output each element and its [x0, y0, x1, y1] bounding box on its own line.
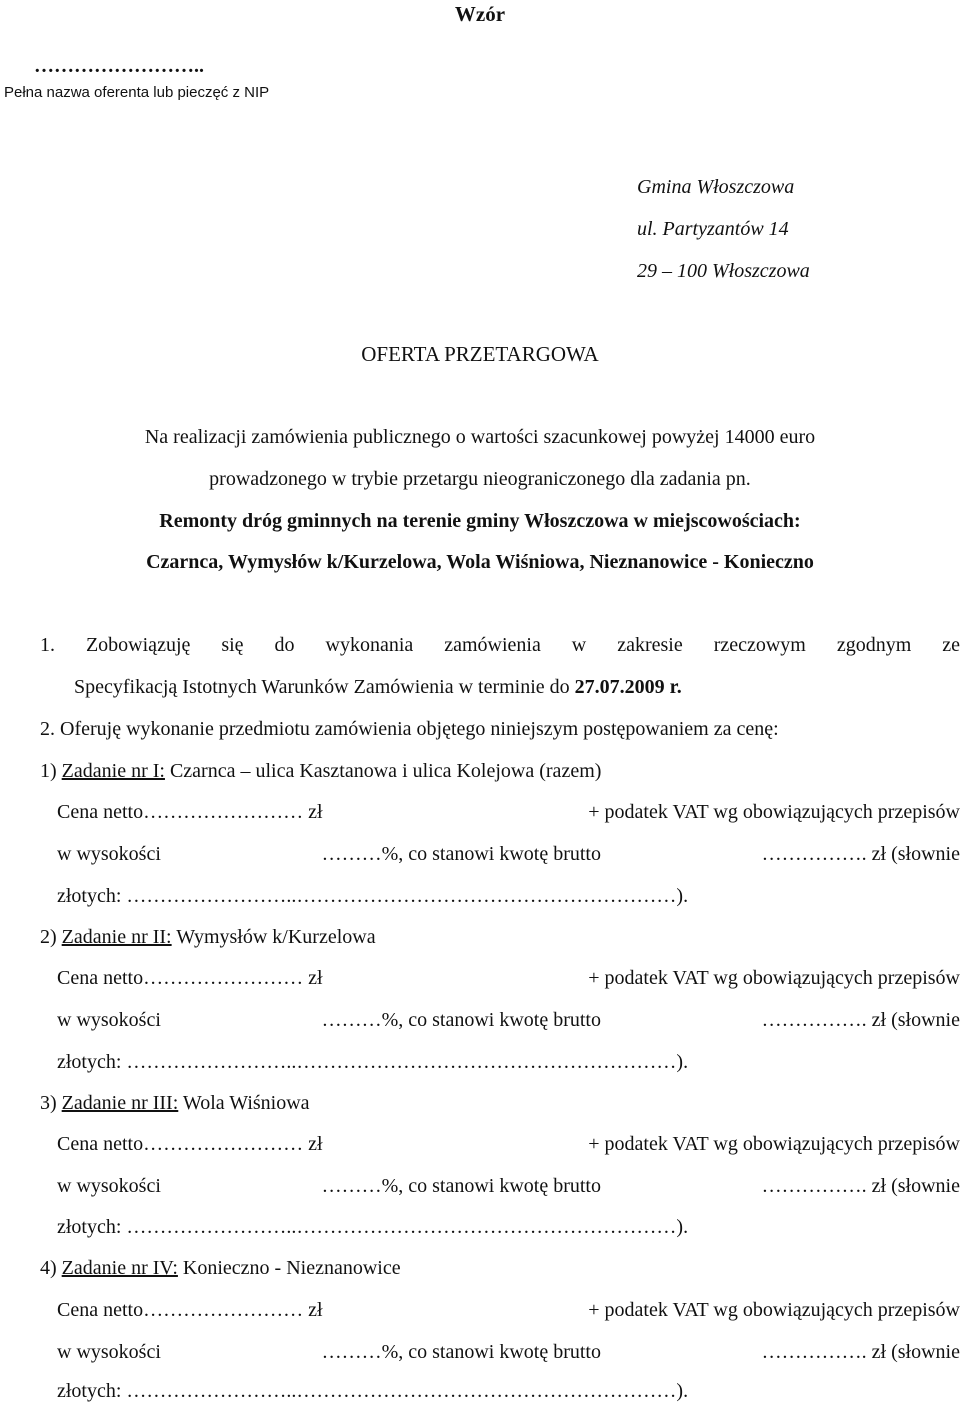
task-3-vat: w wysokości ………%, co stanowi kwotę brutto ……………. zł (słownie — [57, 1175, 960, 1197]
task-4-vat: w wysokości ………%, co stanowi kwotę brutto ……………. zł (słownie — [57, 1341, 960, 1363]
recipient-line-2: ul. Partyzantów 14 — [637, 218, 789, 240]
completion-date: 27.07.2009 r. — [574, 676, 682, 698]
bidder-dots: …………………….. — [34, 55, 204, 77]
point-1-text: Specyfikacją Istotnych Warunków Zamówienia w terminie do — [74, 676, 575, 698]
task-name-line-1: Remonty dróg gminnych na terenie gminy Włoszczowa w miejscowościach: — [159, 510, 801, 532]
task-1-vat: w wysokości ………%, co stanowi kwotę brutto ……………. zł (słownie — [57, 843, 960, 865]
task-4-net-price: Cena netto…………………… zł + podatek VAT wg obowiązujących przepisów — [57, 1299, 960, 1321]
point-2-intro: 2. Oferuję wykonanie przedmiotu zamówienia objętego niniejszym postępowaniem za cenę: — [40, 718, 779, 740]
intro-line-2: prowadzonego w trybie przetargu nieograniczonego dla zadania pn. — [209, 468, 751, 490]
task-name-line-2: Czarnca, Wymysłów k/Kurzelowa, Wola Wiśniowa, Nieznanowice - Konieczno — [146, 551, 814, 573]
task-1-label: Zadanie nr I: — [61, 760, 165, 782]
task-1-words: złotych: ……………………..…………………………………………………). — [57, 885, 689, 907]
task-3-heading: 3) Zadanie nr III: Wola Wiśniowa — [40, 1092, 310, 1114]
bidder-label: Pełna nazwa oferenta lub pieczęć z NIP — [4, 84, 270, 101]
task-2-net-price: Cena netto…………………… zł + podatek VAT wg obowiązujących przepisów — [57, 967, 960, 989]
task-2-vat: w wysokości ………%, co stanowi kwotę brutto ……………. zł (słownie — [57, 1009, 960, 1031]
point-1-line-1: 1. Zobowiązuję się do wykonania zamówienia w zakresie rzeczowym zgodnym ze — [40, 634, 960, 656]
task-4-heading: 4) Zadanie nr IV: Konieczno - Nieznanowice — [40, 1257, 401, 1279]
task-2-words: złotych: ……………………..…………………………………………………). — [57, 1051, 689, 1073]
task-4-label: Zadanie nr IV: — [61, 1257, 178, 1279]
document-title: Wzór — [454, 2, 506, 26]
task-1-net-price: Cena netto…………………… zł + podatek VAT wg obowiązujących przepisów — [57, 801, 960, 823]
task-3-label: Zadanie nr III: — [61, 1092, 179, 1114]
intro-line-1: Na realizacji zamówienia publicznego o wartości szacunkowej powyżej 14000 euro — [144, 426, 816, 448]
task-2-label: Zadanie nr II: — [61, 926, 172, 948]
point-1-line-2 — [74, 676, 960, 699]
task-1-heading: 1) Zadanie nr I: Czarnca – ulica Kasztanowa i ulica Kolejowa (razem) — [40, 760, 602, 782]
recipient-line-3: 29 – 100 Włoszczowa — [637, 260, 810, 282]
task-4-words: złotych: ……………………..…………………………………………………). — [57, 1380, 689, 1402]
task-2-heading: 2) Zadanie nr II: Wymysłów k/Kurzelowa — [40, 926, 376, 948]
task-3-net-price: Cena netto…………………… zł + podatek VAT wg obowiązujących przepisów — [57, 1133, 960, 1155]
recipient-line-1: Gmina Włoszczowa — [637, 176, 795, 198]
offer-heading: OFERTA PRZETARGOWA — [361, 342, 599, 366]
task-3-words: złotych: ……………………..…………………………………………………). — [57, 1216, 689, 1238]
